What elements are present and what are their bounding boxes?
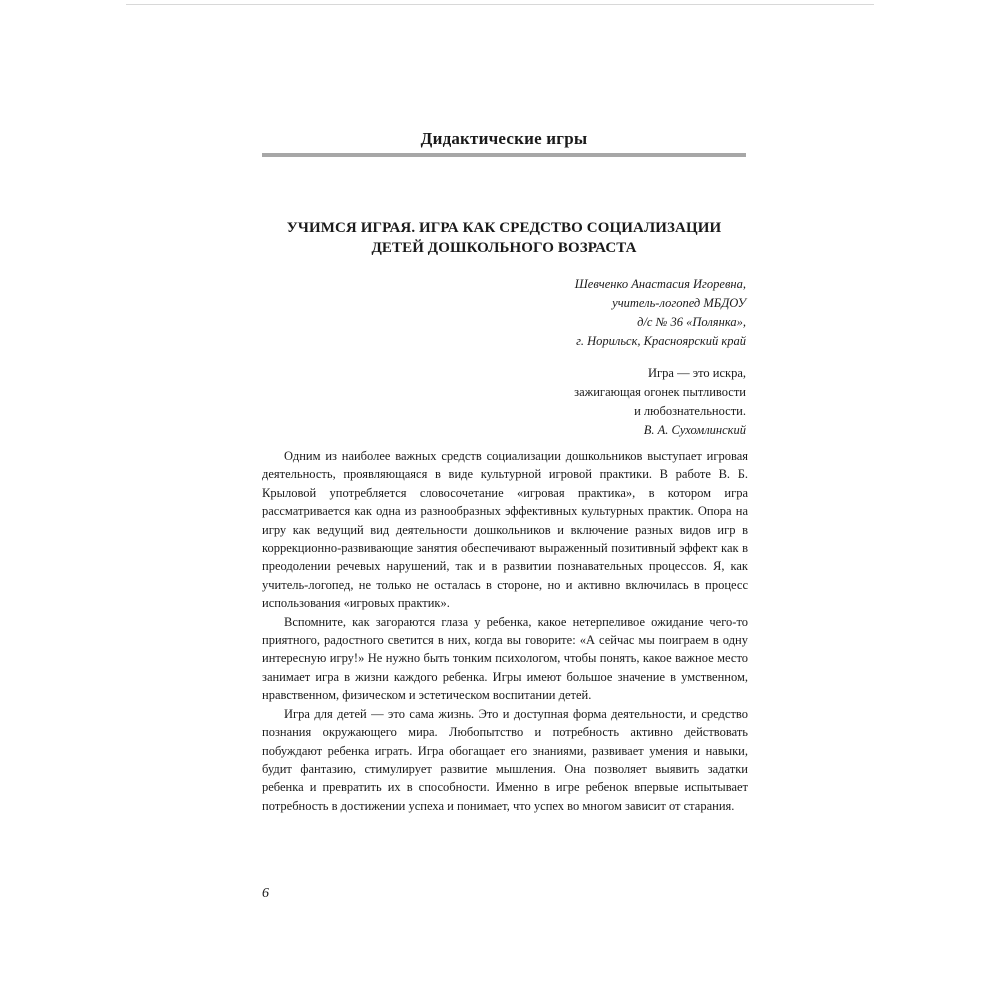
article-title-line: УЧИМСЯ ИГРАЯ. ИГРА КАК СРЕДСТВО СОЦИАЛИЗАЦИИ — [286, 220, 722, 236]
epigraph — [574, 364, 746, 440]
author-position: учитель-логопед МБДОУ — [612, 296, 746, 310]
epigraph-line: зажигающая огонек пытливости — [574, 385, 746, 399]
top-edge-rule — [126, 4, 874, 5]
author-institution: д/с № 36 «Полянка», — [637, 315, 746, 329]
author-info — [575, 275, 746, 351]
body-paragraph: Игра для детей — это сама жизнь. Это и доступная форма деятельности, и средство познания окружающего мира. Любопытство и потребность активно действовать побуждают ребенка играть. Игра обогащает его знаниями, развивает умения и навыки, будит фантазию, стимулирует развитие мышления. Она позволяет выявить задатки ребенка и превратить их в способности. Именно в игре ребенок впервые испытывает потребность в достижении успеха и понимает, что успех во многом зависит от старания. — [262, 706, 748, 813]
page-number: 6 — [262, 886, 269, 901]
epigraph-line: Игра — это искра, — [648, 366, 746, 380]
epigraph-line: и любознательности. — [634, 404, 746, 418]
article-body — [262, 447, 748, 815]
header-divider — [262, 153, 746, 157]
article-title — [262, 218, 746, 258]
running-header — [262, 126, 746, 157]
body-paragraph: Одним из наиболее важных средств социализации дошкольников выступает игровая деятельность, проявляющаяся в виде культурной игровой практики. В работе В. Б. Крыловой употребляется словосочетание «игровая практика», в котором игра рассматривается как одна из разнообразных эффективных культурных практик. Опора на игру как ведущий вид деятельности дошкольников и включение разных видов игр в коррекционно-развивающие занятия обеспечивают выраженный позитивный эффект как в преодолении речевых нарушений, так и в развитии познавательных процессов. Я, как учитель-логопед, не только не осталась в стороне, но и активно включилась в процесс использования «игровых практик». — [262, 449, 748, 611]
author-name: Шевченко Анастасия Игоревна, — [574, 277, 746, 291]
author-location: г. Норильск, Красноярский край — [576, 334, 746, 348]
section-title: Дидактические игры — [420, 129, 588, 148]
epigraph-source: В. А. Сухомлинский — [643, 423, 746, 437]
article-title-line: ДЕТЕЙ ДОШКОЛЬНОГО ВОЗРАСТА — [371, 240, 637, 256]
body-paragraph: Вспомните, как загораются глаза у ребенка, какое нетерпеливое ожидание чего-то приятного, радостного светится в них, когда вы говорите: «А сейчас мы поиграем в одну интересную игру!» Не нужно быть тонким психологом, чтобы понять, какое важное место занимает игра в жизни каждого ребенка. Игры имеют большое значение в умственном, нравственном, физическом и эстетическом воспитании детей. — [262, 614, 748, 703]
